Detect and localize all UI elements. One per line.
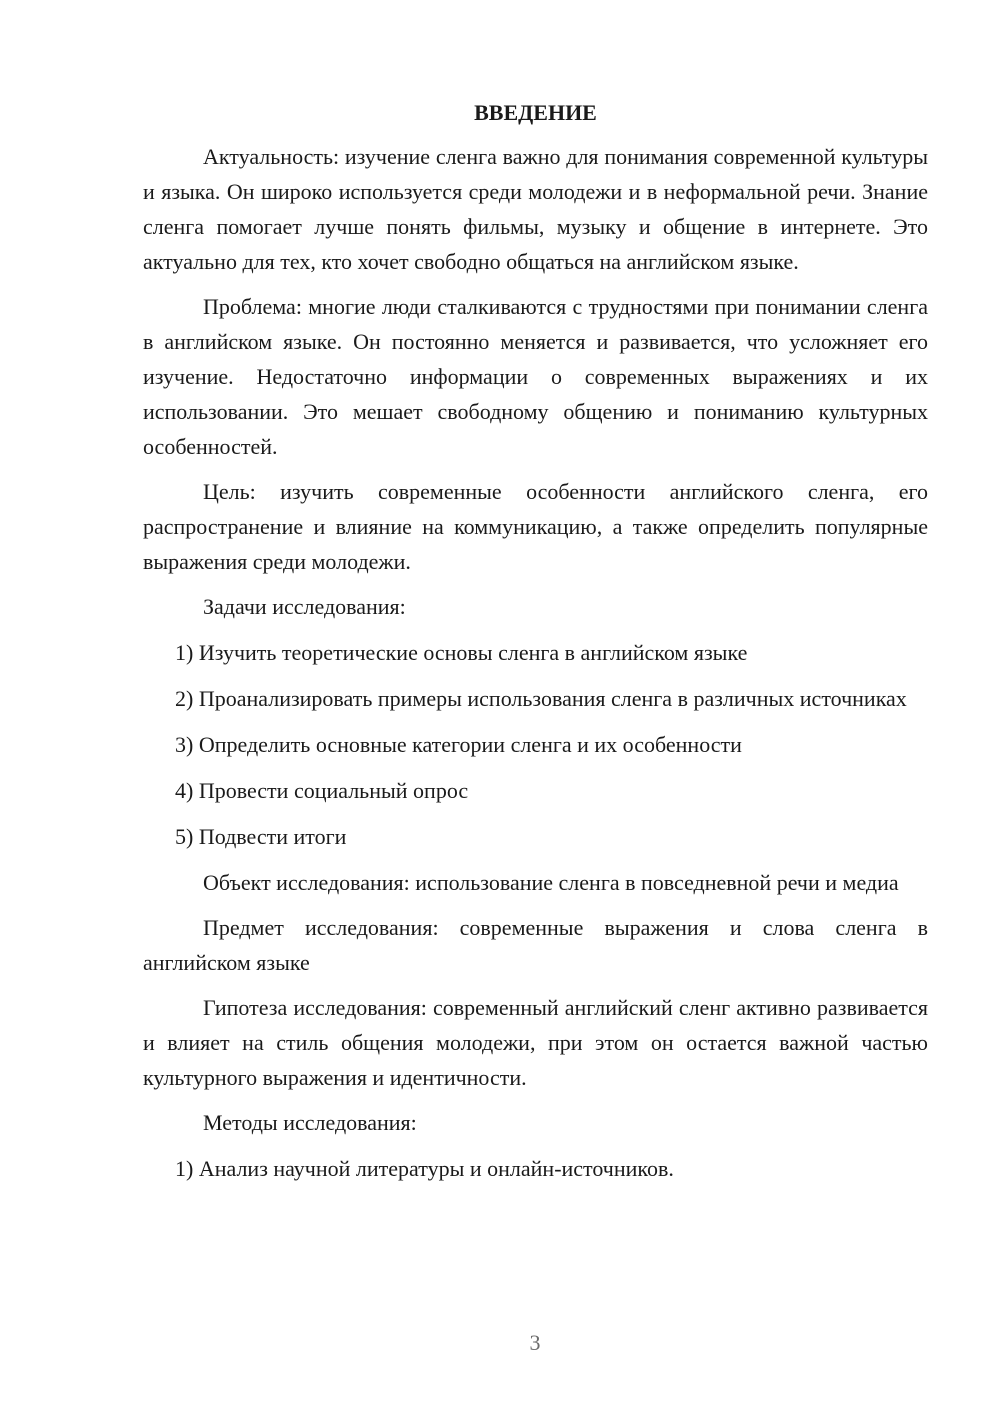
- paragraph-hypothesis: Гипотеза исследования: современный английский сленг активно развивается и влияет на стиль общения молодежи, при этом он остается важной частью культурного выражения и идентичности.: [143, 995, 928, 1090]
- method-item-1: 1) Анализ научной литературы и онлайн-источников.: [175, 1156, 674, 1181]
- task-item-3: 3) Определить основные категории сленга и их особенности: [175, 732, 742, 757]
- task-item-1: 1) Изучить теоретические основы сленга в английском языке: [175, 640, 748, 665]
- task-item-2: 2) Проанализировать примеры использования сленга в различных источниках: [175, 686, 907, 711]
- task-item-5: 5) Подвести итоги: [175, 824, 347, 849]
- methods-title: Методы исследования:: [203, 1110, 417, 1135]
- paragraph-object: Объект исследования: использование сленга в повседневной речи и медиа: [203, 870, 899, 895]
- paragraph-problem: Проблема: многие люди сталкиваются с трудностями при понимании сленга в английском языке. Он постоянно меняется и развивается, что усложняет его изучение. Недостаточно информации о современных выражениях и их использовании. Это мешает свободному общению и пониманию культурных особенностей.: [143, 294, 928, 459]
- page-number: 3: [529, 1330, 541, 1355]
- page-title: ВВЕДЕНИЕ: [474, 100, 597, 125]
- paragraph-goal: Цель: изучить современные особенности английского сленга, его распространение и влияние на коммуникацию, а также определить популярные выражения среди молодежи.: [143, 479, 928, 574]
- paragraph-subject: Предмет исследования: современные выражения и слова сленга в английском языке: [143, 915, 928, 975]
- tasks-title: Задачи исследования:: [203, 594, 406, 619]
- page-content: [143, 95, 928, 1197]
- paragraph-relevance: Актуальность: изучение сленга важно для понимания современной культуры и языка. Он широко используется среди молодежи и в неформальной речи. Знание сленга помогает лучше понять фильмы, музыку и общение в интернете. Это актуально для тех, кто хочет свободно общаться на английском языке.: [143, 144, 928, 274]
- task-item-4: 4) Провести социальный опрос: [175, 778, 469, 803]
